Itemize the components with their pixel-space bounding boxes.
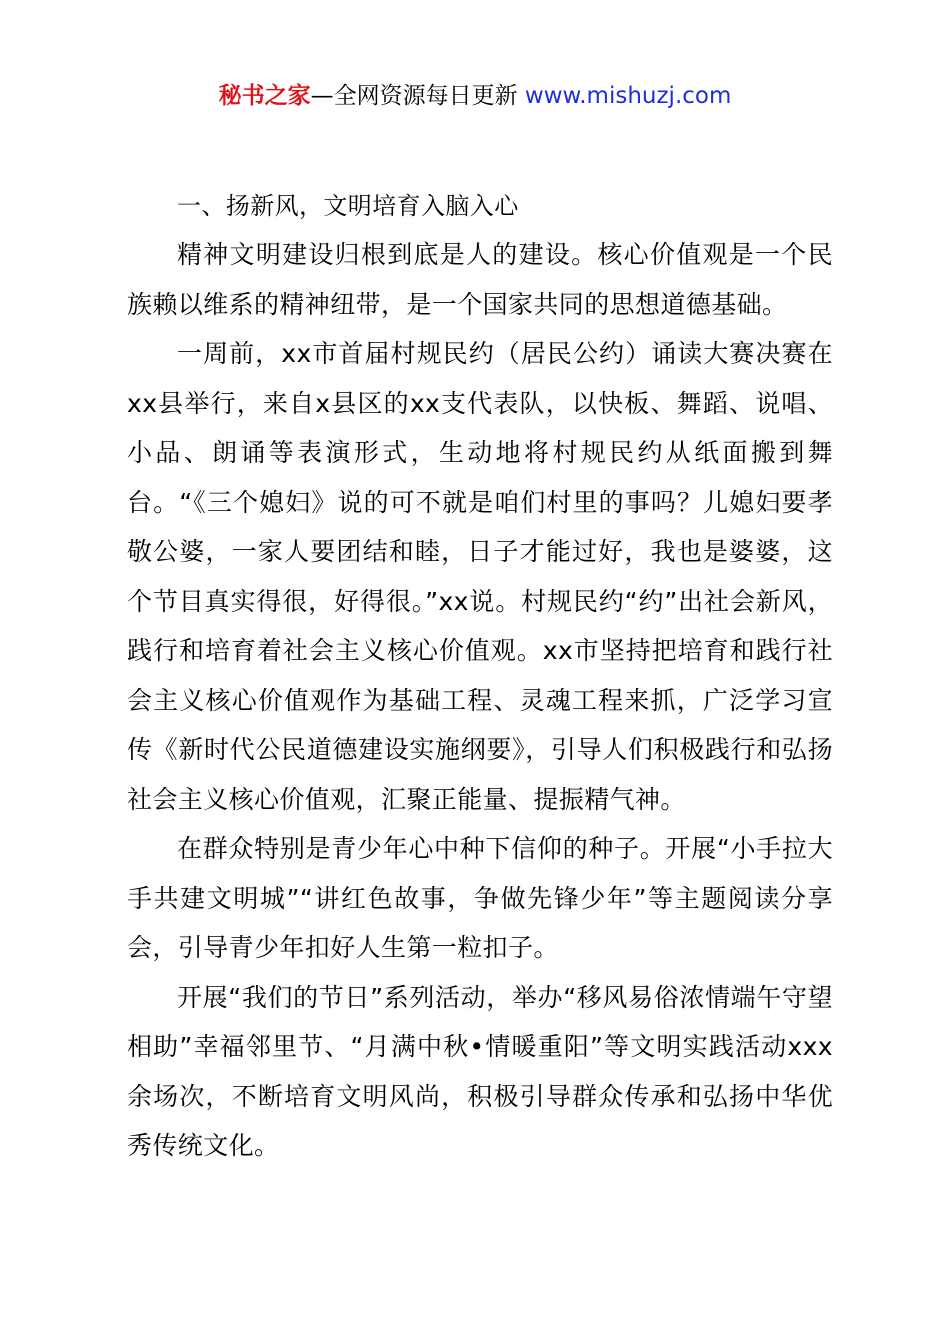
document-body — [127, 184, 833, 1171]
section-heading: 一、扬新风，文明培育入脑入心 — [177, 192, 519, 220]
site-tagline: —全网资源每日更新 — [310, 83, 518, 109]
paragraph-2: 一周前，xx市首届村规民约（居民公约）诵读大赛决赛在xx县举行，来自x县区的xx支代表队，以快板、舞蹈、说唱、小品、朗诵等表演形式，生动地将村规民约从纸面搬到舞台。“《三个媳妇》说的可不就是咱们村里的事吗？儿媳妇要孝敬公婆，一家人要团结和睦，日子才能过好，我也是婆婆，这个节目真实得很，好得很。”xx说。村规民约“约”出社会新风，践行和培育着社会主义核心价值观。xx市坚持把培育和践行社会主义核心价值观作为基础工程、灵魂工程来抓，广泛学习宣传《新时代公民道德建设实施纲要》，引导人们积极践行和弘扬社会主义核心价值观，汇聚正能量、提振精气神。 — [127, 339, 833, 814]
paragraph-4: 开展“我们的节日”系列活动，举办“移风易俗浓情端午守望相助”幸福邻里节、“月满中秋•情暖重阳”等文明实践活动xxx余场次，不断培育文明风尚，积极引导群众传承和弘扬中华优秀传统文化。 — [127, 982, 833, 1160]
site-brand-name: 秘书之家 — [218, 83, 311, 109]
paragraph-1: 精神文明建设归根到底是人的建设。核心价值观是一个民族赖以维系的精神纽带，是一个国家共同的思想道德基础。 — [127, 240, 833, 319]
site-url-link[interactable]: www.mishuzj.com — [524, 83, 732, 109]
paragraph-3: 在群众特别是青少年心中种下信仰的种子。开展“小手拉大手共建文明城”“讲红色故事，争做先锋少年”等主题阅读分享会，引导青少年扣好人生第一粒扣子。 — [127, 834, 833, 962]
site-banner — [0, 80, 950, 112]
